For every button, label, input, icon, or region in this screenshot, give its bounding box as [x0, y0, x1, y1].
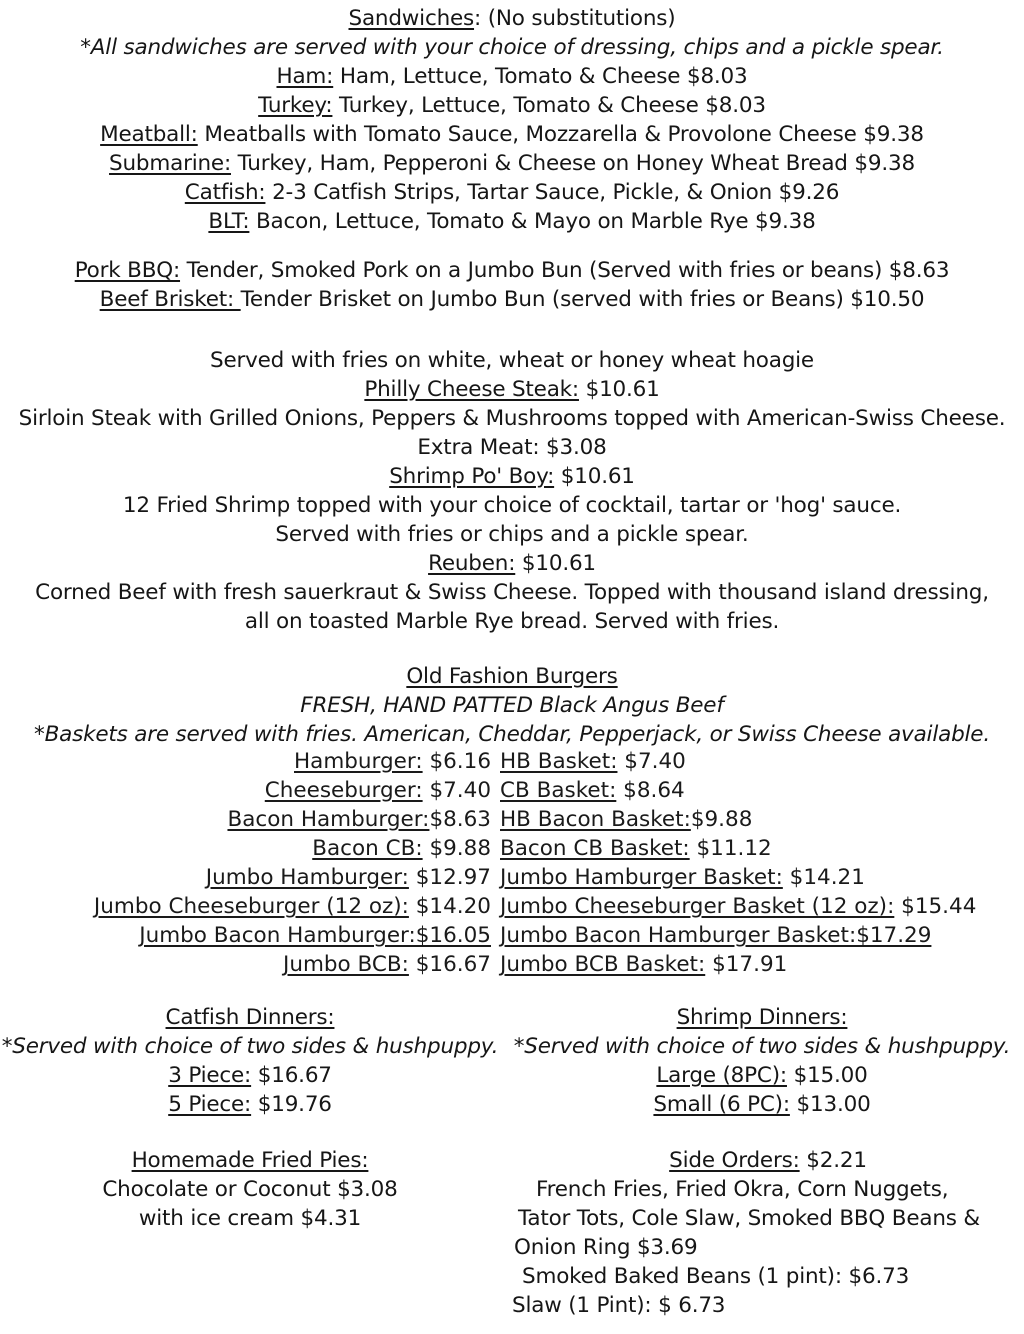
side-orders-heading [512, 1146, 1024, 1175]
item-price: $10.61 [578, 377, 660, 402]
sandwiches-heading [0, 4, 1024, 33]
item-price: $15.00 [786, 1063, 868, 1088]
item-price: $11.12 [689, 836, 772, 861]
item-name: Small (6 PC): [653, 1092, 790, 1117]
burger-right-cell [500, 805, 1024, 834]
item-desc: Turkey, Lettuce, Tomato & Cheese $8.03 [332, 93, 766, 118]
burgers-note: *Baskets are served with fries. American, Cheddar, Pepperjack, or Swiss Cheese available. [34, 722, 990, 747]
side-orders-column [500, 1146, 1024, 1320]
side-orders-heading-label: Side Orders: [669, 1148, 800, 1173]
side-orders-line-3: Onion Ring $3.69 [514, 1235, 698, 1260]
burger-right-cell [500, 892, 1024, 921]
side-orders-line-5: Slaw (1 Pint): $ 6.73 [512, 1293, 726, 1318]
item-name: Jumbo Cheeseburger (12 oz): [93, 894, 409, 919]
catfish-dinners-heading [0, 1003, 500, 1032]
burger-row [0, 747, 1024, 776]
item-name: Bacon Hamburger: [227, 807, 430, 832]
burger-right-cell [500, 921, 1024, 950]
item-name: Ham: [276, 64, 334, 89]
item-price: $6.16 [422, 749, 491, 774]
item-name: Reuben: [428, 551, 516, 576]
item-price: $9.88 [422, 836, 491, 861]
burger-row [0, 805, 1024, 834]
side-orders-heading-price: $2.21 [799, 1148, 867, 1173]
item-price: $10.61 [515, 551, 596, 576]
dinners-section [0, 1003, 1024, 1119]
item-desc: Bacon, Lettuce, Tomato & Mayo on Marble Rye $9.38 [249, 209, 816, 234]
burger-left-cell [0, 805, 500, 834]
item-name: Turkey: [258, 93, 333, 118]
burger-right-cell [500, 950, 1024, 979]
item-desc: Ham, Lettuce, Tomato & Cheese $8.03 [333, 64, 748, 89]
item-name: Jumbo Hamburger Basket: [500, 865, 783, 890]
item-name: Catfish: [184, 180, 266, 205]
burgers-section-header [0, 662, 1024, 749]
item-price: $14.20 [408, 894, 491, 919]
shrimp-dinners-heading-label: Shrimp Dinners: [676, 1005, 848, 1030]
reuben-desc-2: all on toasted Marble Rye bread. Served with fries. [244, 609, 780, 634]
burgers-subtitle: FRESH, HAND PATTED Black Angus Beef [300, 693, 724, 718]
item-desc: Tender Brisket on Jumbo Bun (served with fries or Beans) $10.50 [240, 287, 925, 312]
sandwich-item-blt [0, 207, 1024, 236]
catfish-dinners-heading-label: Catfish Dinners: [165, 1005, 335, 1030]
philly-cheese-steak-desc: Sirloin Steak with Grilled Onions, Peppers & Mushrooms topped with American-Swiss Cheese. [18, 406, 1006, 431]
sandwiches-heading-label: Sandwiches [348, 6, 475, 31]
bbq-section [0, 256, 1024, 314]
item-name: Cheeseburger: [264, 778, 423, 803]
burger-row [0, 950, 1024, 979]
burger-row [0, 863, 1024, 892]
burger-left-cell [0, 921, 500, 950]
shrimp-dinners-column [500, 1003, 1024, 1119]
fried-pies-column [0, 1146, 500, 1320]
item-name: Hamburger: [294, 749, 423, 774]
sandwiches-note: *All sandwiches are served with your choice of dressing, chips and a pickle spear. [80, 35, 944, 60]
item-name: CB Basket: [500, 778, 617, 803]
pies-and-sides-section [0, 1146, 1024, 1320]
hoagies-section [0, 346, 1024, 636]
shrimp-dinners-heading [500, 1003, 1024, 1032]
item-name: HB Basket: [500, 749, 618, 774]
catfish-dinner-3-piece [0, 1061, 500, 1090]
item-name: 3 Piece: [168, 1063, 252, 1088]
burger-row [0, 834, 1024, 863]
item-desc: 2-3 Catfish Strips, Tartar Sauce, Pickle, & Onion $9.26 [265, 180, 840, 205]
burgers-price-grid [0, 747, 1024, 979]
catfish-dinners-column [0, 1003, 500, 1119]
burger-left-cell [0, 892, 500, 921]
burgers-heading [0, 662, 1024, 691]
item-desc: Meatballs with Tomato Sauce, Mozzarella & Provolone Cheese $9.38 [197, 122, 924, 147]
reuben-line [0, 549, 1024, 578]
item-price: $13.00 [789, 1092, 871, 1117]
side-orders-line-1: French Fries, Fried Okra, Corn Nuggets, [536, 1177, 949, 1202]
sandwich-item-meatball [0, 120, 1024, 149]
fried-pies-heading-label: Homemade Fried Pies: [131, 1148, 369, 1173]
burger-left-cell [0, 747, 500, 776]
shrimp-dinner-small [500, 1090, 1024, 1119]
item-name: Jumbo Cheeseburger Basket (12 oz): [500, 894, 895, 919]
item-price: $7.40 [422, 778, 491, 803]
shrimp-po-boy-desc-1: 12 Fried Shrimp topped with your choice of cocktail, tartar or 'hog' sauce. [122, 493, 902, 518]
shrimp-dinner-large [500, 1061, 1024, 1090]
shrimp-po-boy-desc-2: Served with fries or chips and a pickle spear. [275, 522, 749, 547]
side-orders-line-2: Tator Tots, Cole Slaw, Smoked BBQ Beans & [518, 1206, 980, 1231]
item-name: Bacon CB: [312, 836, 423, 861]
burger-left-cell [0, 834, 500, 863]
sandwich-item-ham [0, 62, 1024, 91]
burgers-heading-label: Old Fashion Burgers [406, 664, 618, 689]
hoagies-intro: Served with fries on white, wheat or honey wheat hoagie [210, 348, 814, 373]
item-name: Pork BBQ: [74, 258, 181, 283]
item-price: $16.67 [251, 1063, 332, 1088]
bbq-item-brisket [0, 285, 1024, 314]
burger-left-cell [0, 863, 500, 892]
burger-right-cell [500, 776, 1024, 805]
burger-left-cell [0, 776, 500, 805]
catfish-dinner-5-piece [0, 1090, 500, 1119]
item-name: Philly Cheese Steak: [364, 377, 579, 402]
item-price: $8.63 [429, 807, 491, 832]
philly-extra-meat: Extra Meat: $3.08 [417, 435, 607, 460]
sandwich-item-submarine [0, 149, 1024, 178]
item-name: Jumbo Bacon Hamburger:$16.05 [139, 923, 491, 948]
item-price: $15.44 [894, 894, 977, 919]
fried-pies-line-2: with ice cream $4.31 [138, 1206, 362, 1231]
item-name: Submarine: [109, 151, 231, 176]
sandwiches-section [0, 4, 1024, 236]
burger-right-cell [500, 863, 1024, 892]
burger-left-cell [0, 950, 500, 979]
item-price: $7.40 [617, 749, 686, 774]
item-name: Meatball: [100, 122, 198, 147]
item-name: Shrimp Po' Boy: [389, 464, 555, 489]
item-name: 5 Piece: [168, 1092, 252, 1117]
side-orders-line-4: Smoked Baked Beans (1 pint): $6.73 [522, 1264, 910, 1289]
item-name: HB Bacon Basket: [500, 807, 691, 832]
fried-pies-heading [0, 1146, 500, 1175]
item-name: Jumbo BCB: [282, 952, 409, 977]
item-desc: Turkey, Ham, Pepperoni & Cheese on Honey Wheat Bread $9.38 [231, 151, 915, 176]
item-price: $12.97 [408, 865, 491, 890]
item-price: $19.76 [251, 1092, 332, 1117]
item-price: $16.67 [408, 952, 491, 977]
item-price: $8.64 [616, 778, 685, 803]
burger-right-cell [500, 834, 1024, 863]
shrimp-po-boy-line [0, 462, 1024, 491]
bbq-item-pork [0, 256, 1024, 285]
reuben-desc-1: Corned Beef with fresh sauerkraut & Swiss Cheese. Topped with thousand island dressing, [35, 580, 989, 605]
burger-row [0, 921, 1024, 950]
fried-pies-line-1: Chocolate or Coconut $3.08 [102, 1177, 398, 1202]
shrimp-dinners-note: *Served with choice of two sides & hushpuppy. [513, 1034, 1011, 1059]
item-price: $14.21 [782, 865, 865, 890]
item-name: Large (8PC): [656, 1063, 787, 1088]
item-price: $10.61 [554, 464, 635, 489]
philly-cheese-steak-line [0, 375, 1024, 404]
catfish-dinners-note: *Served with choice of two sides & hushpuppy. [1, 1034, 499, 1059]
burger-right-cell [500, 747, 1024, 776]
item-name: Jumbo Hamburger: [205, 865, 409, 890]
item-price: $17.91 [705, 952, 788, 977]
burger-row [0, 776, 1024, 805]
item-desc: Tender, Smoked Pork on a Jumbo Bun (Served with fries or beans) $8.63 [180, 258, 950, 283]
sandwich-item-catfish [0, 178, 1024, 207]
item-name: Jumbo BCB Basket: [500, 952, 706, 977]
item-name: Bacon CB Basket: [500, 836, 690, 861]
item-name: Jumbo Bacon Hamburger Basket:$17.29 [500, 923, 932, 948]
burger-row [0, 892, 1024, 921]
item-price: $9.88 [690, 807, 753, 832]
item-name: BLT: [208, 209, 250, 234]
sandwich-item-turkey [0, 91, 1024, 120]
sandwiches-heading-suffix: : (No substitutions) [474, 6, 676, 31]
item-name: Beef Brisket: [99, 287, 241, 312]
